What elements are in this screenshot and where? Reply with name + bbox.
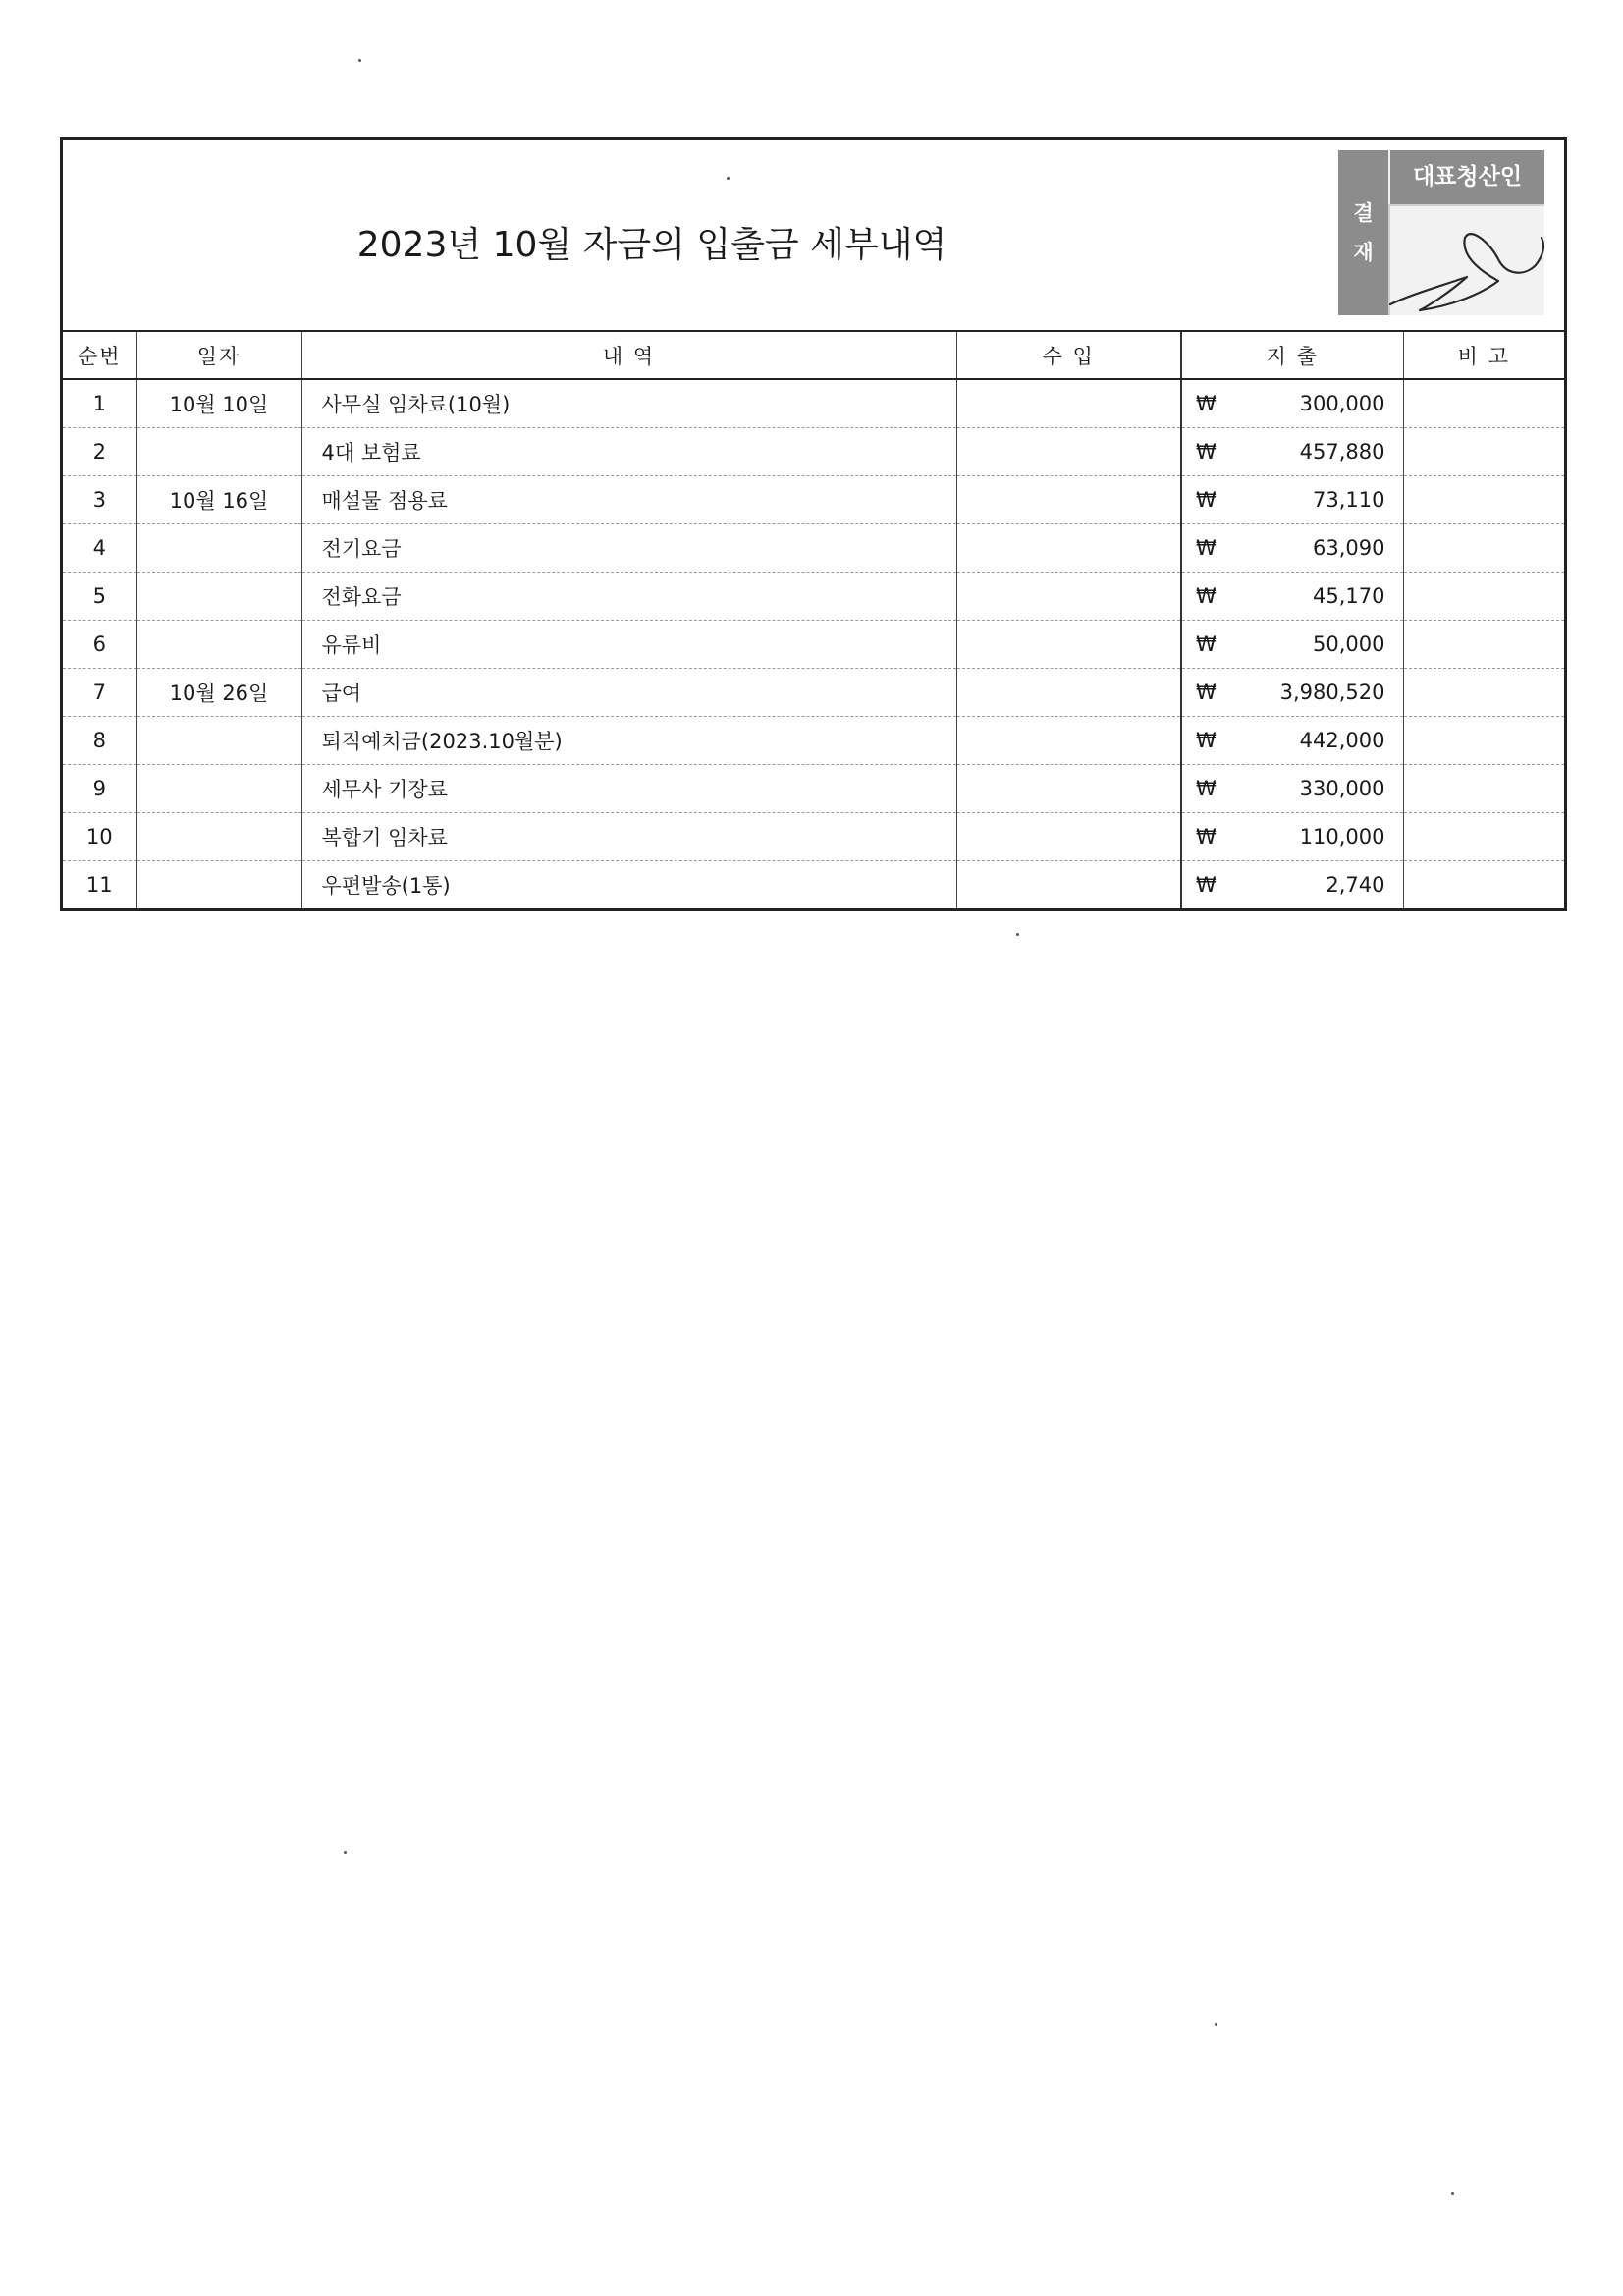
document-title: 2023년 10월 자금의 입출금 세부내역 [356, 225, 947, 265]
row-date [136, 764, 301, 812]
currency-symbol: ₩ [1196, 535, 1217, 560]
row-note [1403, 812, 1564, 860]
table-row [63, 668, 1564, 716]
row-date [136, 716, 301, 764]
table-row [63, 812, 1564, 860]
currency-symbol: ₩ [1196, 872, 1217, 897]
row-expense [1181, 812, 1403, 860]
row-income [956, 668, 1181, 716]
row-income [956, 812, 1181, 860]
scan-speck [1215, 2023, 1217, 2026]
row-number: 9 [63, 764, 136, 812]
row-description: 유류비 [301, 620, 956, 668]
row-description: 세무사 기장료 [301, 764, 956, 812]
row-number: 11 [63, 860, 136, 908]
col-header-no: 순번 [63, 332, 136, 379]
row-date [136, 427, 301, 475]
table-body [63, 379, 1564, 908]
row-expense [1181, 427, 1403, 475]
approval-label-char-2: 재 [1353, 241, 1374, 264]
expense-amount: 110,000 [1299, 824, 1385, 848]
row-number: 3 [63, 475, 136, 523]
row-income [956, 620, 1181, 668]
table-row [63, 379, 1564, 427]
table-row [63, 860, 1564, 908]
row-number: 1 [63, 379, 136, 427]
col-header-expense: 지 출 [1181, 332, 1403, 379]
row-date [136, 860, 301, 908]
expense-amount: 45,170 [1313, 583, 1385, 608]
col-header-note: 비 고 [1403, 332, 1564, 379]
scan-speck [344, 1851, 347, 1854]
row-description: 우편발송(1통) [301, 860, 956, 908]
row-expense [1181, 860, 1403, 908]
row-description: 매설물 점용료 [301, 475, 956, 523]
row-expense [1181, 572, 1403, 620]
currency-symbol: ₩ [1196, 776, 1217, 800]
row-date [136, 812, 301, 860]
col-header-income: 수 입 [956, 332, 1181, 379]
scan-speck [1451, 2192, 1454, 2195]
row-note [1403, 523, 1564, 572]
table-header-row [63, 332, 1564, 379]
approval-role: 대표청산인 [1388, 150, 1544, 204]
table-row [63, 572, 1564, 620]
row-description: 급여 [301, 668, 956, 716]
row-expense [1181, 379, 1403, 427]
currency-symbol: ₩ [1196, 824, 1217, 848]
currency-symbol: ₩ [1196, 631, 1217, 656]
col-header-desc: 내 역 [301, 332, 956, 379]
row-description: 전화요금 [301, 572, 956, 620]
row-income [956, 523, 1181, 572]
row-income [956, 379, 1181, 427]
row-note [1403, 427, 1564, 475]
row-number: 10 [63, 812, 136, 860]
expense-amount: 2,740 [1325, 872, 1385, 897]
table-row [63, 716, 1564, 764]
row-description: 사무실 임차료(10월) [301, 379, 956, 427]
scan-speck [727, 177, 730, 180]
row-note [1403, 668, 1564, 716]
scan-speck [1016, 933, 1019, 936]
row-description: 전기요금 [301, 523, 956, 572]
header-area [63, 140, 1564, 332]
row-date [136, 523, 301, 572]
expense-amount: 442,000 [1299, 728, 1385, 752]
row-date [136, 572, 301, 620]
transaction-table [63, 332, 1564, 908]
row-note [1403, 860, 1564, 908]
row-income [956, 475, 1181, 523]
row-date: 10월 10일 [136, 379, 301, 427]
col-header-date: 일자 [136, 332, 301, 379]
currency-symbol: ₩ [1196, 391, 1217, 415]
row-note [1403, 764, 1564, 812]
ledger-sheet [60, 137, 1567, 911]
currency-symbol: ₩ [1196, 728, 1217, 752]
row-note [1403, 475, 1564, 523]
row-expense [1181, 716, 1403, 764]
currency-symbol: ₩ [1196, 583, 1217, 608]
table-row [63, 475, 1564, 523]
row-note [1403, 620, 1564, 668]
row-income [956, 764, 1181, 812]
row-date: 10월 16일 [136, 475, 301, 523]
row-number: 2 [63, 427, 136, 475]
row-income [956, 860, 1181, 908]
table-row [63, 523, 1564, 572]
row-number: 8 [63, 716, 136, 764]
row-expense [1181, 475, 1403, 523]
row-description: 4대 보험료 [301, 427, 956, 475]
row-note [1403, 716, 1564, 764]
row-description: 복합기 임차료 [301, 812, 956, 860]
expense-amount: 50,000 [1313, 631, 1385, 656]
expense-amount: 63,090 [1313, 535, 1385, 560]
row-note [1403, 572, 1564, 620]
expense-amount: 73,110 [1313, 487, 1385, 512]
row-income [956, 427, 1181, 475]
row-date: 10월 26일 [136, 668, 301, 716]
table-row [63, 620, 1564, 668]
expense-amount: 330,000 [1299, 776, 1385, 800]
row-date [136, 620, 301, 668]
row-note [1403, 379, 1564, 427]
expense-amount: 457,880 [1299, 439, 1385, 464]
row-number: 5 [63, 572, 136, 620]
row-description: 퇴직예치금(2023.10월분) [301, 716, 956, 764]
row-number: 7 [63, 668, 136, 716]
row-expense [1181, 620, 1403, 668]
table-row [63, 764, 1564, 812]
table-row [63, 427, 1564, 475]
row-number: 4 [63, 523, 136, 572]
currency-symbol: ₩ [1196, 680, 1217, 704]
row-expense [1181, 668, 1403, 716]
scan-speck [358, 59, 361, 62]
row-income [956, 716, 1181, 764]
row-expense [1181, 523, 1403, 572]
row-expense [1181, 764, 1403, 812]
handwritten-signature-icon [1351, 216, 1547, 314]
row-number: 6 [63, 620, 136, 668]
row-income [956, 572, 1181, 620]
signature-area [1388, 204, 1544, 315]
approval-label-char-1: 결 [1353, 201, 1374, 225]
currency-symbol: ₩ [1196, 487, 1217, 512]
expense-amount: 300,000 [1299, 391, 1385, 415]
currency-symbol: ₩ [1196, 439, 1217, 464]
expense-amount: 3,980,520 [1279, 680, 1385, 704]
approval-stamp-box [1338, 150, 1544, 315]
